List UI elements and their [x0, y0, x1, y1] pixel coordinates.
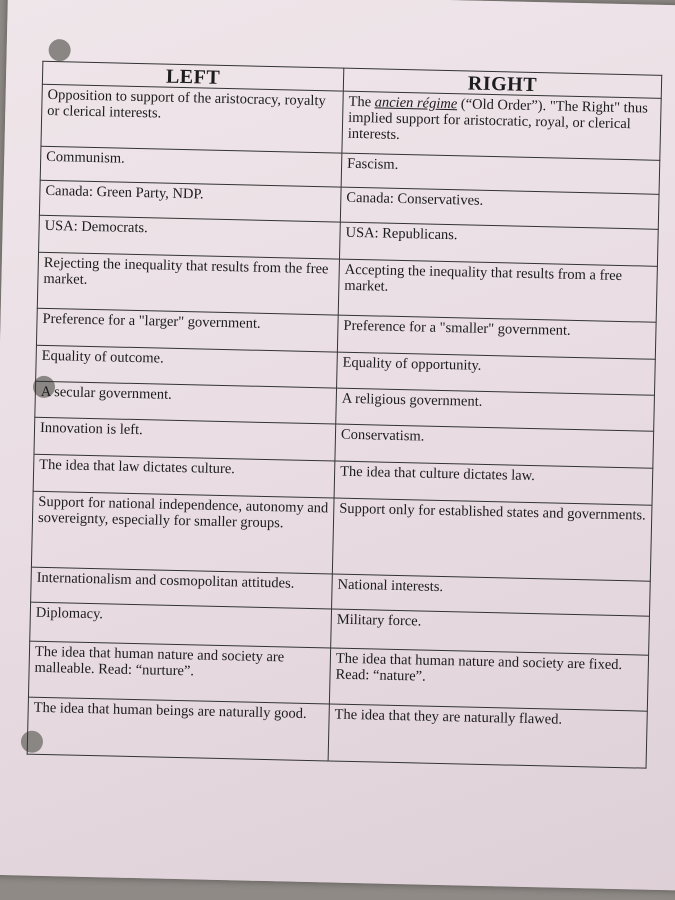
left-cell: The idea that law dictates culture. — [33, 454, 335, 498]
left-cell: The idea that human nature and society are malleable. Read: “nurture”. — [28, 641, 330, 704]
left-cell: Preference for a "larger" government. — [36, 308, 338, 352]
right-cell: Conservatism. — [335, 424, 654, 468]
right-header: RIGHT — [343, 68, 661, 98]
right-cell: The idea that culture dictates law. — [334, 461, 653, 505]
right-cell: The idea that they are naturally flawed. — [328, 704, 647, 768]
left-cell: Canada: Green Party, NDP. — [39, 180, 341, 222]
right-cell: Equality of opportunity. — [337, 352, 656, 395]
left-cell: A secular government. — [35, 381, 337, 424]
table-row — [31, 491, 652, 581]
text: (“Old Order”). "The Right" thus implied support for aristocratic, royal, or clerical interests. — [347, 96, 649, 143]
right-cell: Preference for a "smaller" government. — [337, 315, 656, 359]
left-cell: USA: Democrats. — [39, 215, 341, 259]
right-cell: A religious government. — [336, 388, 655, 431]
right-cell: National interests. — [332, 574, 651, 616]
left-cell: Support for national independence, autonomy and sovereignty, especially for smaller groups. — [31, 491, 334, 574]
left-cell: Diplomacy. — [30, 602, 332, 648]
right-cell: Military force. — [331, 609, 650, 655]
left-cell: Opposition to support of the aristocracy, royalty or clerical interests. — [41, 84, 343, 153]
right-cell: Canada: Conservatives. — [340, 187, 659, 229]
right-cell: The idea that human nature and society are fixed. Read: “nature”. — [329, 648, 648, 711]
left-cell: Rejecting the inequality that results from the free market. — [37, 252, 339, 315]
right-cell: Support only for established states and governments. — [332, 498, 652, 581]
text: The — [348, 93, 375, 111]
left-cell: The idea that human beings are naturally good. — [27, 697, 329, 761]
right-cell — [342, 91, 661, 160]
left-header: LEFT — [42, 61, 343, 91]
left-cell: Communism. — [40, 146, 342, 187]
right-cell: USA: Republicans. — [339, 222, 658, 266]
left-cell: Internationalism and cosmopolitan attitudes. — [31, 567, 333, 609]
left-cell: Equality of outcome. — [36, 345, 338, 388]
right-cell: Accepting the inequality that results from a free market. — [338, 259, 657, 322]
punch-hole — [48, 39, 70, 61]
right-cell: Fascism. — [341, 153, 660, 194]
ancien-regime-term: ancien régime — [374, 94, 458, 113]
left-right-comparison-table — [27, 61, 663, 769]
left-cell: Innovation is left. — [34, 417, 336, 461]
